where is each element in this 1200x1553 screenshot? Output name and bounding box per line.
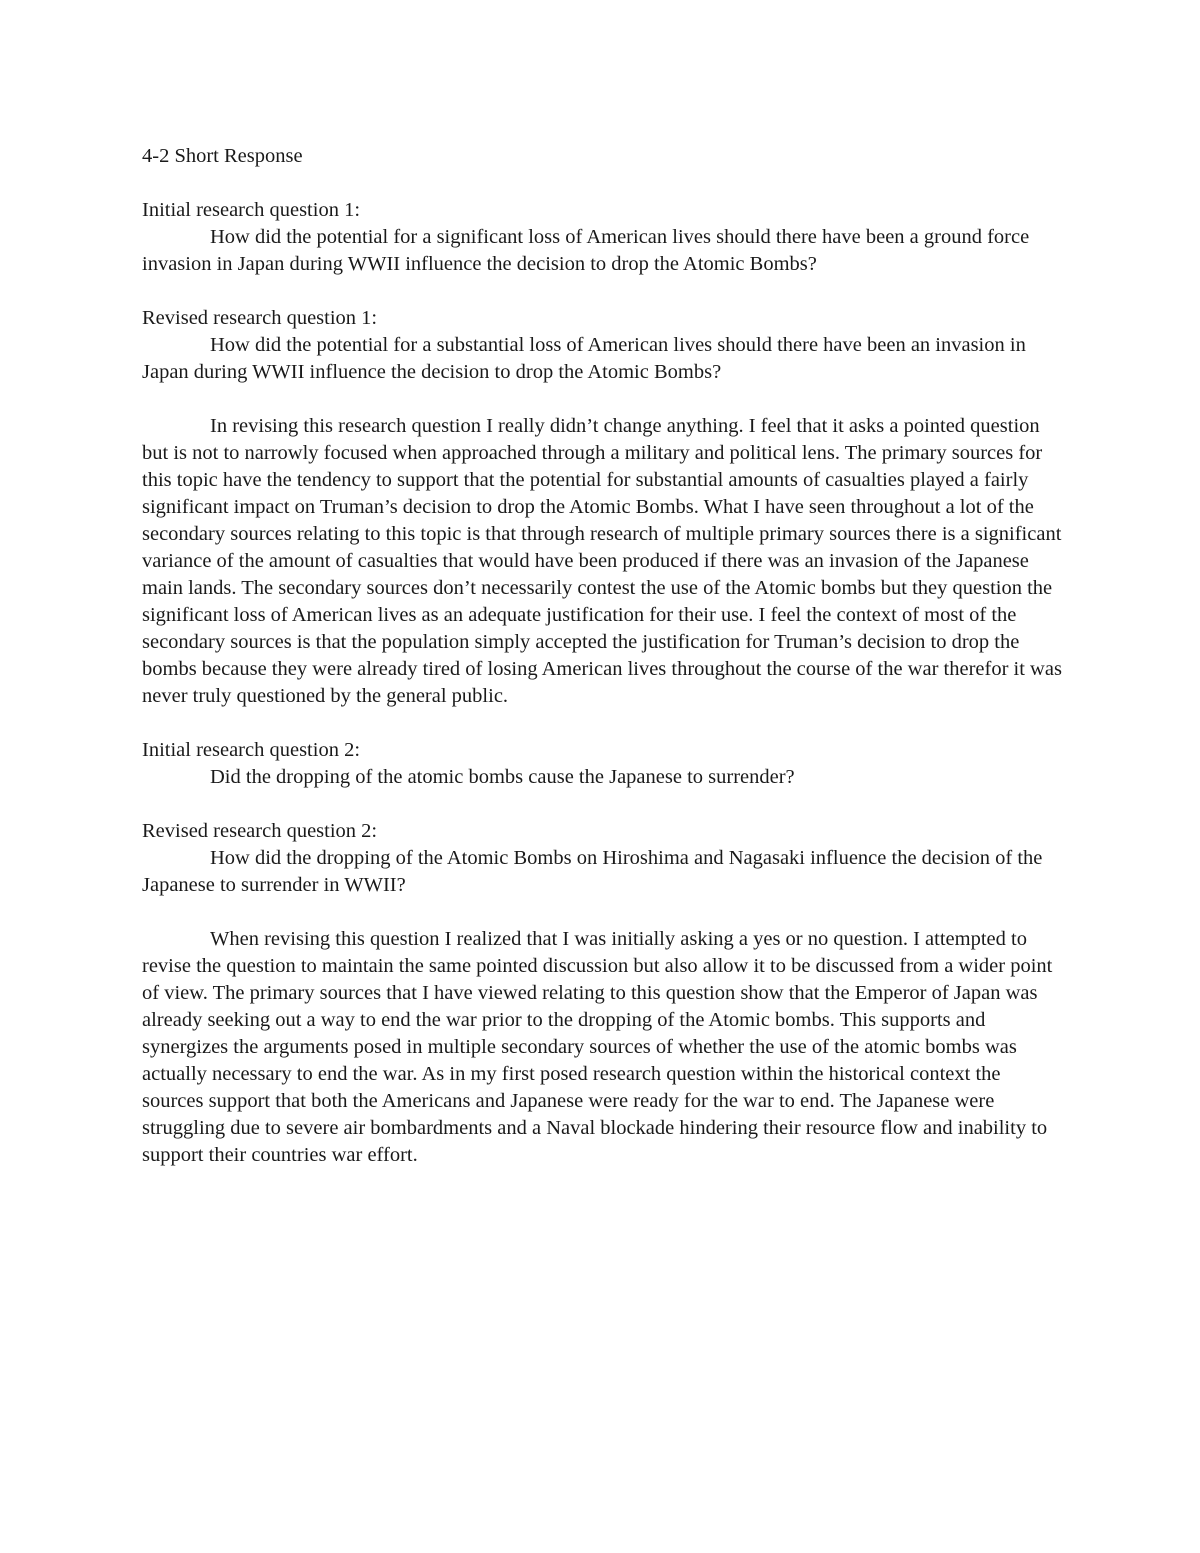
document-title: 4-2 Short Response xyxy=(142,145,303,167)
revised-question-2-label: Revised research question 2: xyxy=(142,820,378,842)
initial-question-2-text: Did the dropping of the atomic bombs cause the Japanese to surrender? xyxy=(210,766,795,788)
spacer xyxy=(142,710,1062,737)
spacer xyxy=(142,278,1062,305)
initial-question-1-text: How did the potential for a significant loss of American lives should there have been a ground force invasion in Japan during WWII influence the decision to drop the Atomic Bombs? xyxy=(142,226,1030,275)
spacer xyxy=(142,899,1062,926)
revised-question-2-text: How did the dropping of the Atomic Bombs on Hiroshima and Nagasaki influence the decision of the Japanese to surrender in WWII? xyxy=(142,847,1043,896)
revised-question-1-text: How did the potential for a substantial loss of American lives should there have been an invasion in Japan during WWII influence the decision to drop the Atomic Bombs? xyxy=(142,334,1026,383)
document-body xyxy=(142,143,1062,1169)
question-1-discussion: In revising this research question I really didn’t change anything. I feel that it asks a pointed question but is not to narrowly focused when approached through a military and political lens. The primary sources for this topic have the tendency to support that the potential for substantial amounts of casualties played a fairly significant impact on Truman’s decision to drop the Atomic Bombs. What I have seen throughout a lot of the secondary sources relating to this topic is that through research of multiple primary sources there is a significant variance of the amount of casualties that would have been produced if there was an invasion of the Japanese main lands. The secondary sources don’t necessarily contest the use of the Atomic bombs but they question the significant loss of American lives as an adequate justification for their use. I feel the context of most of the secondary sources is that the population simply accepted the justification for Truman’s decision to drop the bombs because they were already tired of losing American lives throughout the course of the war therefor it was never truly questioned by the general public. xyxy=(142,415,1062,707)
spacer xyxy=(142,791,1062,818)
initial-question-2-label: Initial research question 2: xyxy=(142,739,361,761)
spacer xyxy=(142,170,1062,197)
revised-question-1-label: Revised research question 1: xyxy=(142,307,378,329)
initial-question-1-label: Initial research question 1: xyxy=(142,199,361,221)
spacer xyxy=(142,386,1062,413)
question-2-discussion: When revising this question I realized that I was initially asking a yes or no question. I attempted to revise the question to maintain the same pointed discussion but also allow it to be discussed from a wider point of view. The primary sources that I have viewed relating to this question show that the Emperor of Japan was already seeking out a way to end the war prior to the dropping of the Atomic bombs. This supports and synergizes the arguments posed in multiple secondary sources of whether the use of the atomic bombs was actually necessary to end the war. As in my first posed research question within the historical context the sources support that both the Americans and Japanese were ready for the war to end. The Japanese were struggling due to severe air bombardments and a Naval blockade hindering their resource flow and inability to support their countries war effort. xyxy=(142,928,1053,1166)
